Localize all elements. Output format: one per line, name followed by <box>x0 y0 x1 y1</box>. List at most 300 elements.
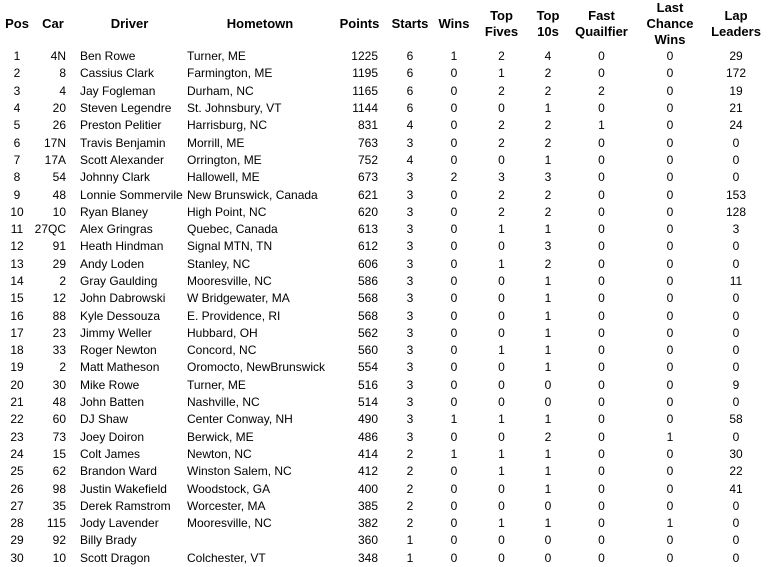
cell-starts: 3 <box>406 187 414 202</box>
cell-starts: 3 <box>406 429 414 444</box>
cell-car: 62 <box>52 464 66 479</box>
cell-top-10s: 3 <box>544 170 552 185</box>
cell-driver: Justin Wakefield <box>80 481 167 496</box>
header-last-chance-wins: Last Chance Wins <box>646 0 694 47</box>
cell-last-chance-wins: 0 <box>666 101 674 116</box>
table-row <box>0 238 768 255</box>
cell-last-chance-wins: 1 <box>666 429 674 444</box>
cell-top-fives: 2 <box>498 204 505 219</box>
table-row <box>0 359 768 376</box>
cell-last-chance-wins: 0 <box>666 83 674 98</box>
cell-top-10s: 0 <box>544 498 552 513</box>
cell-fast-qualifier: 0 <box>598 429 605 444</box>
cell-starts: 2 <box>406 481 414 496</box>
cell-last-chance-wins: 0 <box>666 222 674 237</box>
cell-hometown: Berwick, ME <box>187 429 254 444</box>
cell-top-fives: 1 <box>498 412 505 427</box>
table-row <box>0 394 768 411</box>
cell-car: 92 <box>52 533 66 548</box>
cell-starts: 1 <box>406 533 414 548</box>
cell-fast-qualifier: 0 <box>598 135 605 150</box>
cell-last-chance-wins: 0 <box>666 274 674 288</box>
cell-top-fives: 1 <box>498 516 505 531</box>
cell-starts: 3 <box>406 360 414 375</box>
header-lap-leaders: Lap Leaders <box>711 8 761 39</box>
cell-pos: 17 <box>10 325 24 340</box>
cell-last-chance-wins: 0 <box>666 49 674 64</box>
cell-lap-leaders: 0 <box>732 429 740 444</box>
cell-wins: 0 <box>450 222 458 237</box>
cell-top-fives: 0 <box>498 239 505 254</box>
cell-hometown <box>187 532 333 549</box>
table-row <box>0 411 768 428</box>
cell-starts: 3 <box>406 170 414 185</box>
cell-car: 54 <box>52 170 66 185</box>
cell-lap-leaders: 3 <box>732 222 740 237</box>
cell-hometown: Oromocto, NewBrunswick <box>187 360 326 375</box>
cell-starts: 2 <box>406 498 414 513</box>
cell-top-10s: 2 <box>544 429 552 444</box>
cell-lap-leaders: 172 <box>725 66 747 81</box>
cell-pos: 21 <box>10 395 24 410</box>
cell-hometown: St. Johnsbury, VT <box>187 101 282 116</box>
cell-wins: 0 <box>450 274 458 288</box>
cell-points: 620 <box>357 204 378 219</box>
cell-wins: 0 <box>450 377 458 392</box>
cell-wins: 0 <box>450 204 458 219</box>
cell-fast-qualifier: 0 <box>598 412 605 427</box>
cell-driver: Travis Benjamin <box>80 135 166 150</box>
cell-pos: 20 <box>10 377 24 392</box>
cell-pos: 15 <box>10 291 24 306</box>
cell-driver: Ryan Blaney <box>80 204 149 219</box>
cell-car: 29 <box>52 256 66 271</box>
cell-hometown: New Brunswick, Canada <box>187 187 318 202</box>
cell-car: 91 <box>52 239 66 254</box>
cell-wins: 0 <box>450 343 458 358</box>
cell-top-fives: 1 <box>498 256 505 271</box>
cell-lap-leaders: 0 <box>732 343 740 358</box>
cell-fast-qualifier: 0 <box>598 360 605 375</box>
cell-starts: 3 <box>406 256 414 271</box>
cell-hometown: E. Providence, RI <box>187 308 281 323</box>
cell-starts: 3 <box>406 135 414 150</box>
cell-fast-qualifier: 0 <box>598 256 605 271</box>
cell-pos: 22 <box>10 412 24 427</box>
cell-top-10s: 2 <box>544 256 552 271</box>
table-row <box>0 307 768 324</box>
cell-car: 35 <box>52 498 66 513</box>
cell-hometown: W Bridgewater, MA <box>187 291 290 306</box>
cell-last-chance-wins: 0 <box>666 118 674 133</box>
cell-top-fives: 0 <box>498 498 505 513</box>
cell-lap-leaders: 0 <box>732 325 740 340</box>
cell-driver: Jody Lavender <box>80 516 159 531</box>
cell-car: 17N <box>43 135 66 150</box>
cell-points: 562 <box>357 325 378 340</box>
cell-pos: 10 <box>10 204 24 219</box>
cell-top-10s: 1 <box>544 152 552 167</box>
cell-wins: 0 <box>450 118 458 133</box>
cell-top-10s: 1 <box>544 101 552 116</box>
cell-starts: 3 <box>406 377 414 392</box>
cell-top-fives: 0 <box>498 360 505 375</box>
cell-pos: 12 <box>10 239 24 254</box>
cell-lap-leaders: 0 <box>732 256 740 271</box>
cell-top-fives: 0 <box>498 152 505 167</box>
cell-wins: 1 <box>450 412 458 427</box>
cell-pos: 11 <box>10 222 24 237</box>
cell-wins: 0 <box>450 533 458 548</box>
table-row <box>0 65 768 82</box>
table-row <box>0 100 768 117</box>
cell-driver: Preston Pelitier <box>80 118 162 133</box>
cell-top-10s: 1 <box>544 325 552 340</box>
cell-hometown: Concord, NC <box>187 343 257 358</box>
cell-points: 412 <box>357 464 378 479</box>
cell-starts: 3 <box>406 412 414 427</box>
cell-fast-qualifier: 0 <box>598 325 605 340</box>
cell-fast-qualifier: 0 <box>598 152 605 167</box>
cell-top-10s: 4 <box>544 49 552 64</box>
cell-starts: 4 <box>406 118 414 133</box>
cell-wins: 0 <box>450 360 458 375</box>
cell-top-fives: 1 <box>498 343 505 358</box>
cell-lap-leaders: 0 <box>732 291 740 306</box>
cell-last-chance-wins: 0 <box>666 239 674 254</box>
cell-top-10s: 3 <box>544 239 552 254</box>
cell-hometown: Colchester, VT <box>187 550 266 565</box>
table-row <box>0 152 768 169</box>
cell-pos: 26 <box>10 481 24 496</box>
cell-hometown: Center Conway, NH <box>187 412 293 427</box>
cell-lap-leaders: 21 <box>729 101 743 116</box>
cell-last-chance-wins: 0 <box>666 152 674 167</box>
cell-hometown: Stanley, NC <box>187 256 251 271</box>
cell-top-fives: 1 <box>498 464 505 479</box>
cell-wins: 2 <box>450 170 458 185</box>
cell-pos: 2 <box>13 66 21 81</box>
cell-driver: Brandon Ward <box>80 464 157 479</box>
cell-last-chance-wins: 0 <box>666 187 674 202</box>
cell-fast-qualifier: 0 <box>598 395 605 410</box>
cell-car: 2 <box>59 274 66 288</box>
cell-points: 586 <box>357 274 378 288</box>
cell-hometown: Harrisburg, NC <box>187 118 268 133</box>
cell-lap-leaders: 0 <box>732 308 740 323</box>
table-row <box>0 221 768 238</box>
cell-pos: 9 <box>13 187 21 202</box>
cell-starts: 4 <box>406 152 414 167</box>
cell-last-chance-wins: 0 <box>666 325 674 340</box>
cell-points: 1195 <box>352 66 378 81</box>
cell-points: 414 <box>357 446 378 461</box>
cell-points: 621 <box>357 187 378 202</box>
cell-hometown: High Point, NC <box>187 204 267 219</box>
cell-lap-leaders: 0 <box>732 152 740 167</box>
cell-points: 385 <box>357 498 378 513</box>
cell-hometown: Quebec, Canada <box>187 222 278 237</box>
cell-last-chance-wins: 0 <box>666 343 674 358</box>
cell-lap-leaders: 19 <box>729 83 743 98</box>
cell-last-chance-wins: 0 <box>666 395 674 410</box>
cell-points: 400 <box>357 481 378 496</box>
cell-top-10s: 2 <box>544 83 552 98</box>
cell-fast-qualifier: 0 <box>598 308 605 323</box>
cell-top-fives: 0 <box>498 308 505 323</box>
cell-points: 752 <box>357 152 378 167</box>
cell-points: 486 <box>357 429 378 444</box>
cell-car: 10 <box>52 204 66 219</box>
cell-driver: Ben Rowe <box>80 49 136 64</box>
cell-lap-leaders: 0 <box>732 239 740 254</box>
cell-last-chance-wins: 0 <box>666 377 674 392</box>
table-row <box>0 83 768 100</box>
cell-pos: 23 <box>10 429 24 444</box>
cell-starts: 1 <box>406 550 414 565</box>
cell-wins: 0 <box>450 481 458 496</box>
cell-top-fives: 0 <box>498 395 505 410</box>
cell-car: 115 <box>46 516 66 531</box>
cell-fast-qualifier: 0 <box>598 550 605 565</box>
cell-fast-qualifier: 0 <box>598 274 605 288</box>
cell-last-chance-wins: 0 <box>666 66 674 81</box>
cell-lap-leaders: 0 <box>732 550 740 565</box>
cell-top-fives: 2 <box>498 187 505 202</box>
cell-hometown: Mooresville, NC <box>187 516 272 531</box>
cell-pos: 7 <box>13 152 21 167</box>
cell-lap-leaders: 0 <box>732 516 740 531</box>
header-pos: Pos <box>5 16 29 31</box>
table-row <box>0 377 768 394</box>
cell-top-fives: 2 <box>498 135 505 150</box>
cell-last-chance-wins: 0 <box>666 412 674 427</box>
cell-starts: 3 <box>406 308 414 323</box>
cell-top-10s: 0 <box>544 533 552 548</box>
table-row <box>0 48 768 65</box>
cell-driver: Lonnie Sommervile <box>80 187 183 202</box>
cell-driver: Billy Brady <box>80 533 137 548</box>
cell-driver: Johnny Clark <box>80 170 151 185</box>
cell-pos: 4 <box>13 101 21 116</box>
cell-wins: 0 <box>450 135 458 150</box>
cell-pos: 19 <box>10 360 24 375</box>
cell-top-fives: 1 <box>498 222 505 237</box>
cell-fast-qualifier: 0 <box>598 516 605 531</box>
cell-driver: Mike Rowe <box>80 377 140 392</box>
cell-car: 26 <box>52 118 66 133</box>
cell-top-10s: 0 <box>544 395 552 410</box>
cell-fast-qualifier: 0 <box>598 481 605 496</box>
cell-lap-leaders: 0 <box>732 135 740 150</box>
cell-driver: John Dabrowski <box>80 291 166 306</box>
cell-driver: Heath Hindman <box>80 239 164 254</box>
cell-pos: 14 <box>10 274 24 288</box>
cell-pos: 27 <box>10 498 24 513</box>
table-row <box>0 515 768 532</box>
table-row <box>0 186 768 203</box>
cell-driver: DJ Shaw <box>80 412 129 427</box>
cell-car: 17A <box>44 152 66 167</box>
cell-car: 88 <box>52 308 66 323</box>
cell-wins: 0 <box>450 550 458 565</box>
cell-hometown: Signal MTN, TN <box>187 239 273 254</box>
cell-car: 8 <box>59 66 66 81</box>
cell-points: 382 <box>357 516 378 531</box>
cell-wins: 0 <box>450 187 458 202</box>
cell-top-fives: 0 <box>498 533 505 548</box>
cell-starts: 3 <box>406 204 414 219</box>
cell-fast-qualifier: 0 <box>598 222 605 237</box>
cell-lap-leaders: 41 <box>729 481 743 496</box>
cell-starts: 2 <box>406 446 414 461</box>
cell-top-10s: 2 <box>544 118 552 133</box>
cell-last-chance-wins: 1 <box>666 516 674 531</box>
cell-wins: 0 <box>450 464 458 479</box>
cell-pos: 18 <box>10 343 24 358</box>
cell-hometown: Durham, NC <box>187 83 254 98</box>
cell-top-fives: 2 <box>498 118 505 133</box>
cell-top-fives: 2 <box>498 49 505 64</box>
table-row <box>0 446 768 463</box>
cell-car: 23 <box>52 325 66 340</box>
cell-fast-qualifier: 0 <box>598 498 605 513</box>
cell-lap-leaders: 0 <box>732 498 740 513</box>
cell-starts: 6 <box>406 101 414 116</box>
cell-car: 4N <box>50 49 66 64</box>
table-body <box>0 48 768 567</box>
cell-starts: 3 <box>406 325 414 340</box>
header-row <box>0 0 768 48</box>
header-top-10s: Top 10s <box>536 8 560 39</box>
cell-lap-leaders: 0 <box>732 395 740 410</box>
cell-driver: Jimmy Weller <box>80 325 152 340</box>
cell-top-10s: 1 <box>544 516 552 531</box>
cell-driver: Steven Legendre <box>80 101 172 116</box>
table-row <box>0 169 768 186</box>
cell-car: 48 <box>52 395 66 410</box>
cell-lap-leaders: 22 <box>729 464 743 479</box>
table-row <box>0 498 768 515</box>
cell-last-chance-wins: 0 <box>666 204 674 219</box>
cell-points: 673 <box>357 170 378 185</box>
cell-last-chance-wins: 0 <box>666 533 674 548</box>
cell-hometown: Hubbard, OH <box>187 325 258 340</box>
cell-top-10s: 0 <box>544 377 552 392</box>
cell-points: 606 <box>357 256 378 271</box>
cell-fast-qualifier: 0 <box>598 533 605 548</box>
cell-last-chance-wins: 0 <box>666 446 674 461</box>
cell-top-fives: 0 <box>498 377 505 392</box>
cell-points: 831 <box>357 118 378 133</box>
cell-starts: 3 <box>406 291 414 306</box>
cell-starts: 3 <box>406 222 414 237</box>
cell-starts: 6 <box>406 49 414 64</box>
cell-points: 560 <box>357 343 378 358</box>
table-row <box>0 325 768 342</box>
cell-car: 12 <box>52 291 66 306</box>
cell-car: 60 <box>52 412 66 427</box>
cell-driver: Scott Alexander <box>80 152 165 167</box>
cell-starts: 6 <box>406 66 414 81</box>
cell-starts: 2 <box>406 516 414 531</box>
cell-lap-leaders: 153 <box>725 187 747 202</box>
cell-driver: Scott Dragon <box>80 550 151 565</box>
cell-points: 613 <box>357 222 378 237</box>
cell-wins: 0 <box>450 308 458 323</box>
cell-last-chance-wins: 0 <box>666 360 674 375</box>
table-row <box>0 273 768 290</box>
cell-fast-qualifier: 0 <box>598 170 605 185</box>
cell-wins: 0 <box>450 429 458 444</box>
cell-last-chance-wins: 0 <box>666 308 674 323</box>
cell-hometown: Morrill, ME <box>187 135 245 150</box>
cell-points: 1225 <box>351 49 378 64</box>
cell-driver: Roger Newton <box>80 343 157 358</box>
cell-top-10s: 1 <box>544 274 552 288</box>
cell-pos: 16 <box>10 308 24 323</box>
cell-lap-leaders: 30 <box>729 446 743 461</box>
cell-points: 763 <box>357 135 378 150</box>
header-driver: Driver <box>110 16 149 31</box>
header-wins: Wins <box>438 16 470 31</box>
cell-fast-qualifier: 0 <box>598 446 605 461</box>
cell-fast-qualifier: 0 <box>598 187 605 202</box>
cell-top-10s: 1 <box>544 291 552 306</box>
cell-top-fives: 0 <box>498 429 505 444</box>
cell-points: 612 <box>357 239 378 254</box>
cell-hometown: Farmington, ME <box>187 66 273 81</box>
table-row <box>0 256 768 273</box>
cell-fast-qualifier: 0 <box>598 204 605 219</box>
cell-top-10s: 1 <box>544 222 552 237</box>
cell-top-fives: 3 <box>498 170 505 185</box>
cell-wins: 0 <box>450 152 458 167</box>
cell-last-chance-wins: 0 <box>666 256 674 271</box>
cell-top-10s: 1 <box>544 446 552 461</box>
cell-hometown: Orrington, ME <box>187 152 262 167</box>
cell-last-chance-wins: 0 <box>666 464 674 479</box>
cell-car: 30 <box>52 377 66 392</box>
cell-fast-qualifier: 0 <box>598 101 605 116</box>
cell-lap-leaders: 58 <box>729 412 743 427</box>
cell-wins: 0 <box>450 83 458 98</box>
cell-car: 73 <box>52 429 66 444</box>
cell-top-10s: 1 <box>544 481 552 496</box>
cell-car: 15 <box>52 446 66 461</box>
header-car: Car <box>42 16 64 31</box>
cell-fast-qualifier: 0 <box>598 291 605 306</box>
cell-car: 20 <box>52 101 66 116</box>
cell-wins: 0 <box>450 325 458 340</box>
cell-wins: 0 <box>450 256 458 271</box>
cell-last-chance-wins: 0 <box>666 170 674 185</box>
cell-top-10s: 1 <box>544 464 552 479</box>
cell-lap-leaders: 0 <box>732 170 740 185</box>
header-hometown: Hometown <box>226 16 294 31</box>
cell-car: 33 <box>52 343 66 358</box>
cell-pos: 8 <box>13 170 21 185</box>
cell-hometown: Winston Salem, NC <box>187 464 292 479</box>
cell-car: 2 <box>59 360 66 375</box>
cell-points: 568 <box>357 291 378 306</box>
cell-hometown: Woodstock, GA <box>187 481 271 496</box>
table-row <box>0 117 768 134</box>
cell-fast-qualifier: 0 <box>598 49 605 64</box>
cell-driver: Joey Doiron <box>80 429 145 444</box>
cell-fast-qualifier: 2 <box>598 83 605 98</box>
cell-starts: 2 <box>406 464 414 479</box>
